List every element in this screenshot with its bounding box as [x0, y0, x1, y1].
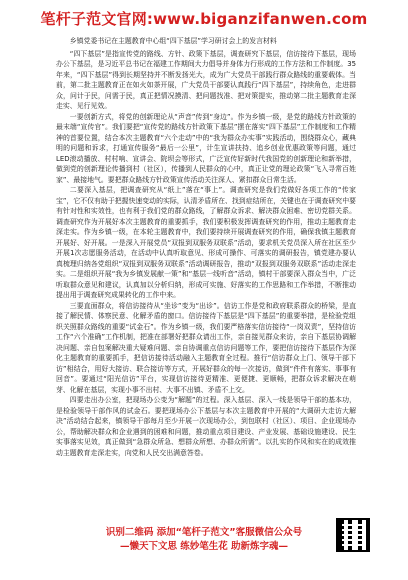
article-paragraph: 三要直面群众，将信访接待从“坐诊”变为“出诊”。信访工作是党和政府联系群众的桥梁，是直接了解民情、体察民意、化解矛盾的窗口。信访接待下基层是“四下基层”的重要举措，是检验党组织关照群众路线的重要“试金石”。作为乡镇一级，我们要严格落实信访接待“一岗双责”，坚持信访工作“六个准确”工作机制，把准在部署好把群众请出工作，亲自接见群众来访，亲自下基层协调解决问题、亲自包案解决重大疑难问题、亲自协调重点信访问题等工作，要把信访接待下基层作为深化主题教育的重要抓手，把信访接待活动融入主题教育全过程。推行“信访群众上门、领导干部下访”相结合，用好大接访、联合接访等方式，开展好群众的每一次接访，做到“件件有落实、事事有回音”。要通过“阳光信访”平台，实现信访接待更精准、更便捷、更顺畅，把群众诉求解决在萌芽、化解在基层，实现小事不出村、大事不出镇、矛盾不上交。 [56, 301, 356, 394]
qr-code-icon [336, 518, 370, 552]
article-title: 乡镇党委书记在主题教育中心组“四下基层”学习研讨会上的发言材料 [69, 37, 277, 45]
article-paragraph: “四下基层”是指宣传党的路线、方针、政策下基层，调查研究下基层，信访接待下基层，现场办公下基层，是习近平总书记在福建工作期间大力倡导并身体力行形成的工作方法和工作制度。35年来，“四下基层”得到长期坚持并不断发扬光大，成为广大党员干部践行群众路线的重要载体。当前，第二批主题教育正在如火如荼开展，广大党员干部要认真践行“四下基层”，持续角色，走进群众，问计于民，问需于民，真正把情况摸清、把问题找准、把对策提实，推动第二批主题教育走深走实、见行见效。 [56, 49, 356, 110]
article-paragraph: 四要走出办公室，把现场办公变为“解题”的过程。深入基层、深入一线是领导干部的基本功，是检验领导干部作风的试金石。要把现场办公下基层与本次主题教育中开展的“大调研大走访大解决”活动结合起来，镇领导干部每月至少开展一次现场办公，到包联村（社区）、项目、企业现场办公，帮助解决群众和企业遇到的困难和问题，推动重点项目建设、产业发展、基础设施建设、民生实事落实见效，真正做到“急群众所急、想群众所想、办群众所需”。以扎实的作风和实在的成效推动主题教育走深走实，向党和人民交出满意答卷。 [56, 396, 356, 457]
site-banner: 笔杆子范文官网:www.biganzifanwen.com [40, 10, 368, 28]
article-paragraph: 一要创新方式，将党的创新理论从“声音”传到“身边”。作为乡镇一级，是党的路线方针政策的最末端“宣传官”。我们要把“宣传党的路线方针政策下基层”摆在落实“四下基层”工作制度和工作精神的首要位置，结合本次主题教育“六个走动”中的“我为群众办实事”实践活动，围绕群众心，藏典明的问题和诉求，打通宣传服务“最后一公里”，计生宣讲扶持、追乡创业优惠政策等问题，通过LED滚动播放、村村响、宣讲会、院坝会等形式，广泛宣传好新时代我国党的创新理论和新举措，做到党的创新理论传播到村（社区），传播到人民群众的心中，真正让党的理论政策“飞入寻常百姓家”、最接地气。要把群众路线方针政策宣传活动关注深人、紧扣群众日常生活。 [56, 112, 356, 184]
article-body [56, 36, 356, 458]
footer-line-2: —懒天下文思 练妙笔生花 助新炼字魂— [119, 541, 289, 552]
article-paragraph: 二要深入基层，把调查研究从“纸上”落在“事上”。调查研究是我们党做好各项工作的“传家宝”，它不仅有助于把握快速变动的实际，认清矛盾所在、找到症结所在，关键也在于调查研究中要有针对性和实效性，也有利于我们党的群众路线，了解群众诉求、解决群众困难、密切党群关系。调查研究作为开展好本次主题教育的重要抓手，我们要积极发挥调查研究的作用，推动主题教育走深走实。作为乡镇一级，在本轮主题教育中，我们要持续开展调查研究的作用，确保我镇主题教育开展好、好开展。一是深入开展党员“双报到双服务双联系”活动，要求机关党员深入所在社区至少开展1次志愿服务活动，在活动中认真听取意见、形成可操作、可落实的调研报告，镇党建办要认真梳理归纳各党组织“双报到双服务双联系”活动调研报告，推动“双报到双服务双联系”活动走深走实。二是组织开展“我为乡镇发展献一策”和“基层一线听音”活动，镇村干部要深入群众当中，广泛听取群众意见和建议，认真加以分析归纳，形成可实施、好落实的工作思路和工作举措，不断推动提出用于调查研究成果转化的工作中来。 [56, 186, 356, 299]
footer-line-1: 识别二维码 添加“笔杆子范文”客服微信公众号 [105, 527, 303, 538]
